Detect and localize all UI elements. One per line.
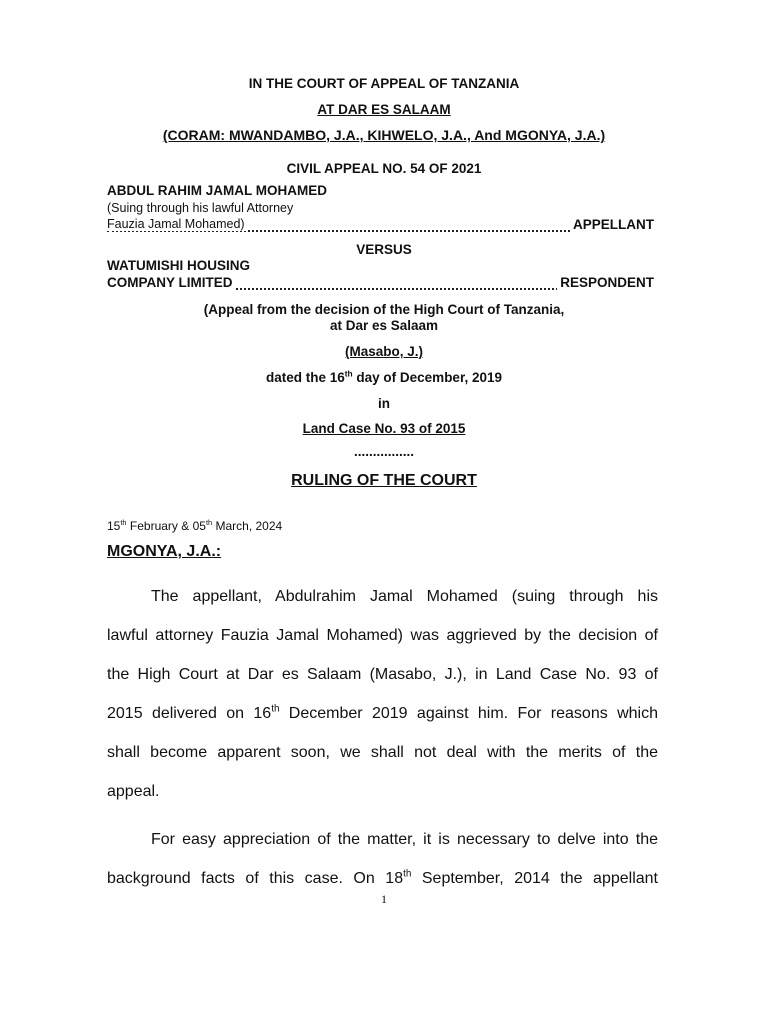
- respondent-role: RESPONDENT: [557, 275, 654, 290]
- respondent-row: [107, 275, 654, 293]
- paragraph-line: appeal.: [107, 783, 160, 800]
- paragraph-line: The appellant, Abdulrahim Jamal Mohamed (suing through his: [151, 588, 658, 605]
- versus: VERSUS: [356, 242, 412, 257]
- coram: (CORAM: MWANDAMBO, J.A., KIHWELO, J.A., And MGONYA, J.A.): [162, 127, 606, 143]
- lower-court-judge: (Masabo, J.): [344, 344, 423, 359]
- separator-dots: ................: [353, 444, 414, 459]
- paragraph-line: the High Court at Dar es Salaam (Masabo, J.), in Land Case No. 93 of: [107, 666, 658, 683]
- decision-date: dated the 16th day of December, 2019: [265, 368, 502, 385]
- paragraph-line: 2015 delivered on 16th December 2019 against him. For reasons which: [107, 703, 658, 722]
- court-location: AT DAR ES SALAAM: [317, 102, 451, 117]
- appeal-from-line2: at Dar es Salaam: [329, 318, 439, 333]
- land-case-number: Land Case No. 93 of 2015: [302, 421, 466, 436]
- appellant-name: ABDUL RAHIM JAMAL MOHAMED: [107, 183, 327, 198]
- paragraph-line: For easy appreciation of the matter, it is necessary to delve into the: [151, 831, 658, 848]
- hearing-dates: 15th February & 05th March, 2024: [107, 518, 283, 533]
- appellant-row: [107, 217, 654, 235]
- appeal-from-line1: (Appeal from the decision of the High Court of Tanzania,: [203, 302, 565, 317]
- court-name: IN THE COURT OF APPEAL OF TANZANIA: [248, 76, 520, 91]
- respondent-name-line2: COMPANY LIMITED: [107, 275, 233, 290]
- ruling-author: MGONYA, J.A.:: [107, 543, 222, 560]
- paragraph-line: lawful attorney Fauzia Jamal Mohamed) was aggrieved by the decision of: [107, 627, 658, 644]
- paragraph-line: background facts of this case. On 18th September, 2014 the appellant: [107, 868, 659, 887]
- page-number: 1: [381, 892, 387, 906]
- appellant-attorney: Fauzia Jamal Mohamed): [107, 217, 245, 231]
- in-label: in: [378, 396, 390, 411]
- ruling-title: RULING OF THE COURT: [291, 472, 477, 489]
- appellant-suing-note: (Suing through his lawful Attorney: [107, 201, 294, 215]
- respondent-name-line1: WATUMISHI HOUSING: [107, 258, 250, 273]
- paragraph-line: shall become apparent soon, we shall not deal with the merits of the: [107, 744, 658, 761]
- case-number: CIVIL APPEAL NO. 54 OF 2021: [286, 161, 482, 176]
- appellant-role: APPELLANT: [570, 217, 654, 232]
